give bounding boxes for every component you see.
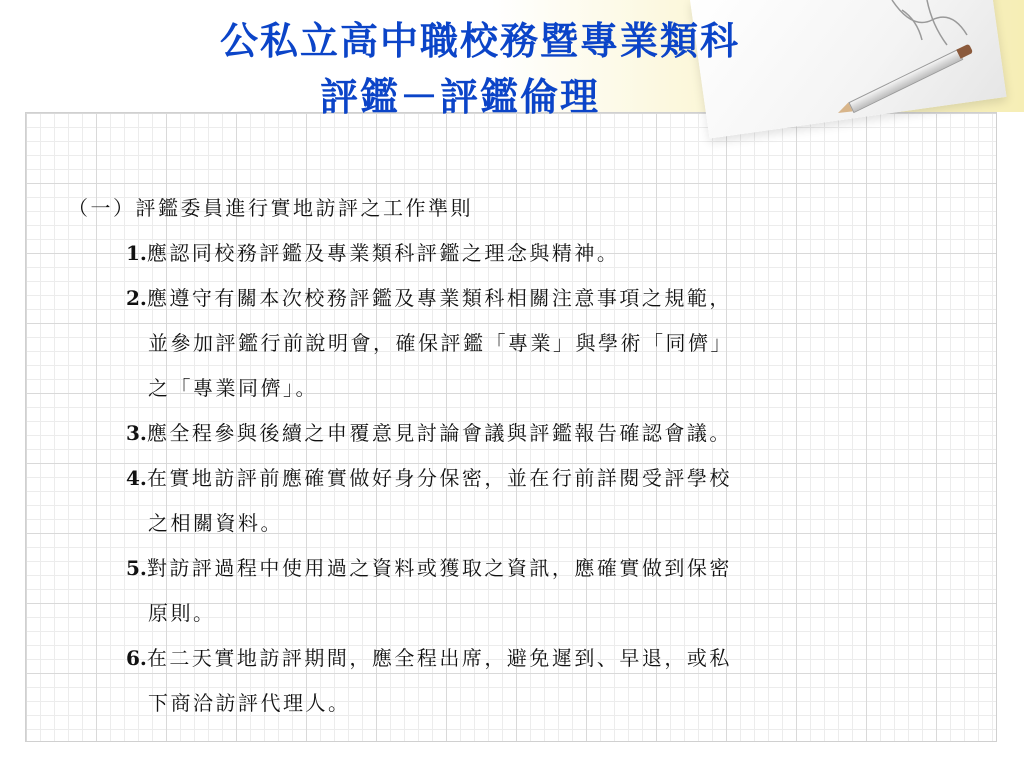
list-item: 1.應認同校務評鑑及專業類科評鑑之理念與精神。 (126, 241, 620, 265)
list-item-continuation: 原則。 (148, 601, 216, 625)
slide-title-line1: 公私立高中職校務暨專業類科 (219, 18, 740, 63)
list-item-continuation: 並參加評鑑行前說明會，確保評鑑「專業」與學術「同儕」 (148, 331, 733, 355)
slide-title-line2: 評鑑－評鑑倫理 (319, 74, 600, 119)
list-item-continuation: 下商洽訪評代理人。 (148, 691, 351, 715)
list-item: 2.應遵守有關本次校務評鑑及專業類科相關注意事項之規範， (126, 286, 732, 310)
list-item: 4.在實地訪評前應確實做好身分保密，並在行前詳閱受評學校 (126, 466, 732, 490)
content-body (68, 186, 978, 726)
list-item: 6.在二天實地訪評期間，應全程出席，避免遲到、早退，或私 (126, 646, 732, 670)
list-item: 3.應全程參與後續之申覆意見討論會議與評鑑報告確認會議。 (126, 421, 732, 445)
section-heading: （一）評鑑委員進行實地訪評之工作準則 (68, 196, 473, 220)
list-item-continuation: 之相關資料。 (148, 511, 283, 535)
list-item: 5.對訪評過程中使用過之資料或獲取之資訊，應確實做到保密 (126, 556, 732, 580)
list-item-continuation: 之「專業同儕」。 (148, 376, 318, 400)
